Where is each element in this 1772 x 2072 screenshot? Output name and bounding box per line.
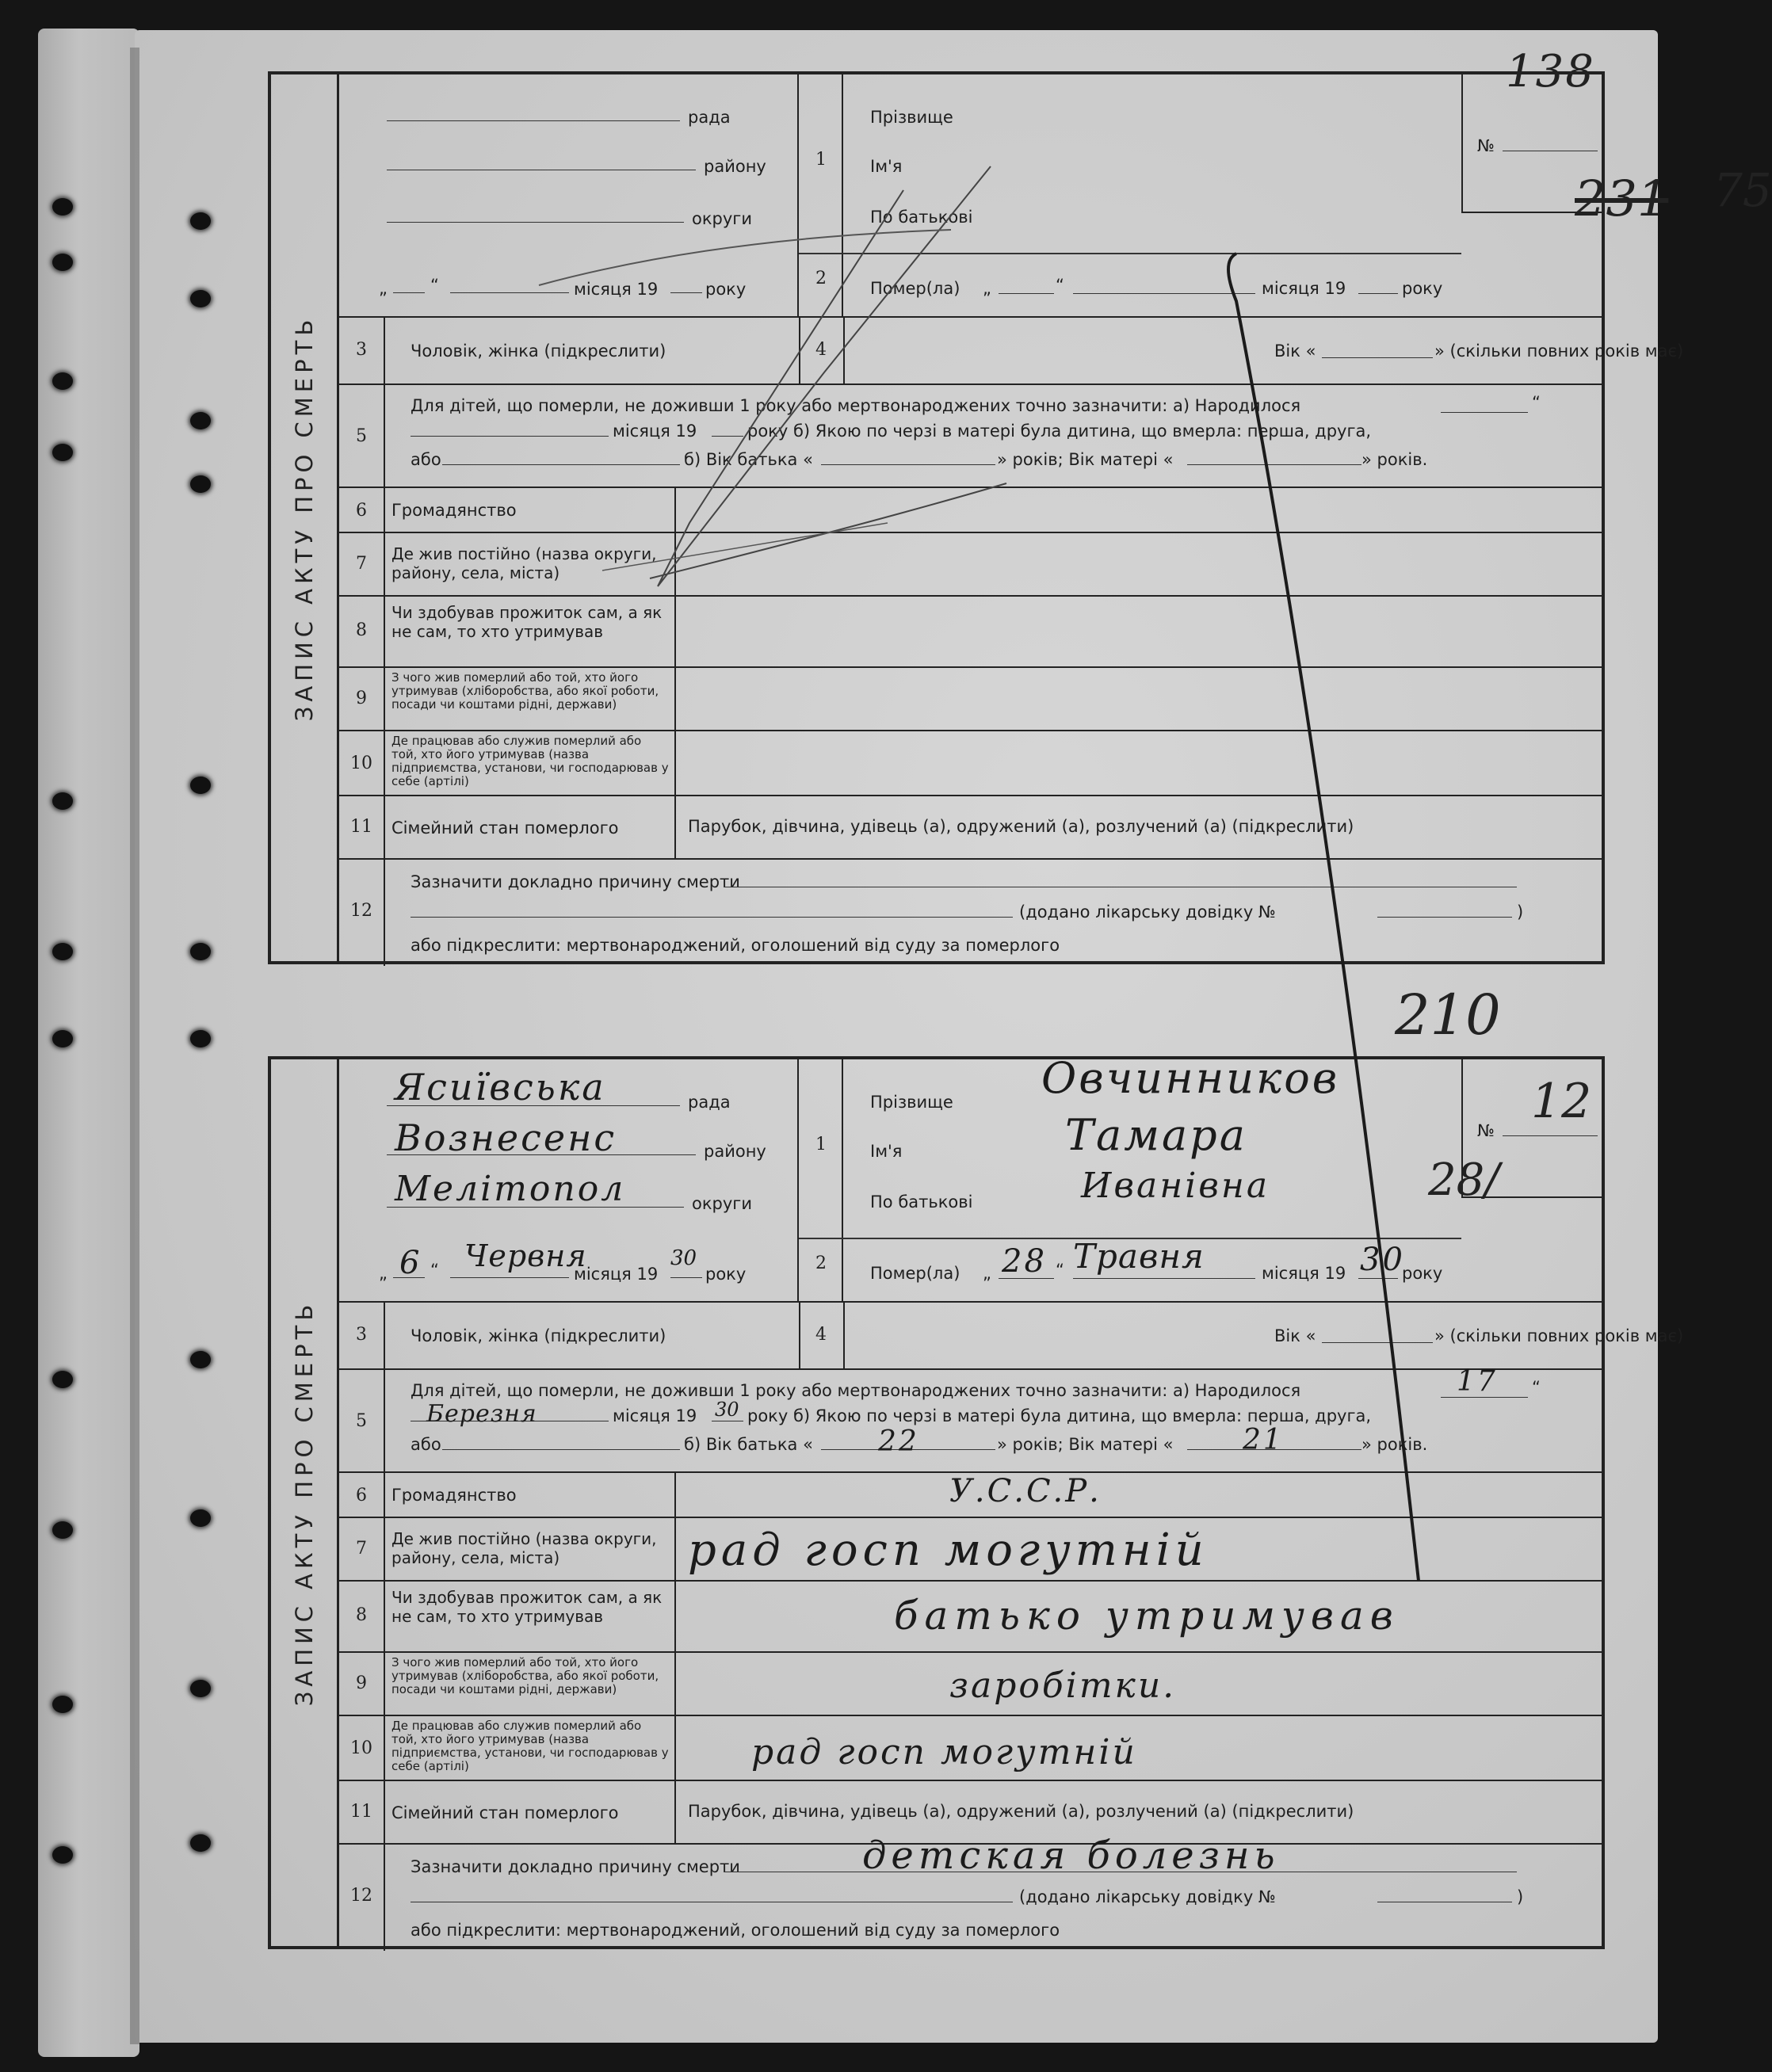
form-vertical-title: ЗАПИС АКТУ ПРО СМЕРТЬ <box>271 74 339 961</box>
row-citizenship: 6 Громадянство У.С.С.Р. <box>339 1471 1605 1517</box>
row-infant-details: 5 Для дітей, що померли, не доживши 1 року або мертвонароджених точно зазначити: а) Народилося “ місяця 19 року б) Якою по черзі в матері була дитина, що вмерла: перша, друга, або б) Вік батька « » років; Вік матері « » років. 17 Березня 30 22 21 <box>339 1368 1605 1471</box>
hw-cause: детская болезнь <box>862 1834 1280 1878</box>
hw-mother-age: 21 <box>1243 1424 1284 1456</box>
hw-livelihood: батько утримував <box>894 1593 1400 1639</box>
row-source: 9 З чого жив померлий або той, хто його утримував (хліборобства, або якої роботи, посади чи коштами рідні, держави) заробітки. <box>339 1651 1605 1715</box>
hw-father-age: 22 <box>878 1425 919 1458</box>
row-sex-age: 3 Чоловік, жінка (підкреслити) 4 Вік « » (скільки повних років має) <box>339 316 1605 383</box>
hw-reg-month: Червня <box>464 1238 587 1273</box>
record-number-alt: 28/ <box>1428 1154 1500 1206</box>
hw-surname: Овчинников <box>1041 1053 1340 1103</box>
page-number: 138 <box>1506 46 1595 97</box>
hw-citizenship: У.С.С.Р. <box>949 1473 1102 1509</box>
record-number: 12 <box>1531 1074 1592 1129</box>
deceased-name-block: Прізвище Ім'я По батькові Помер(ла) „ “ місяця 19 року Овчинников Тамара Иванівна 28 Травня 30 <box>843 1059 1461 1301</box>
row-work: 10 Де працював або служив померлий або той, хто його утримував (назва підприємства, установи, чи господарював у себе (артілі) рад госп могутній <box>339 1715 1605 1780</box>
row-marital: 11 Сімейний стан померлого Парубок, дівчина, удівець (а), одружений (а), розлучений (а) (підкреслити) <box>339 1780 1605 1843</box>
row-livelihood: 8 Чи здобував прожиток сам, а як не сам, то хто утримував <box>339 595 1605 666</box>
form-vertical-title: ЗАПИС АКТУ ПРО СМЕРТЬ <box>271 1059 339 1946</box>
row-work: 10 Де працював або служив померлий або той, хто його утримував (назва підприємства, установи, чи господарював у себе (артілі) <box>339 730 1605 795</box>
hw-rada: Ясиївська <box>395 1066 606 1109</box>
death-record-form-bottom: ЗАПИС АКТУ ПРО СМЕРТЬ рада району округи „ “ місяця 19 року Ясиївська Вознесенс Мелітопол 6 Червня 30 1 2 Прізвище Ім'я По батькові Помер(ла) „ “ місяця 19 року Овчинников Тамара Иванівна 28 Травня 30 № 12 28/ 3 Чоловік, жінка (підкреслити) 4 Вік « » (скільки повних років має) 5 Для дітей, що померли, не доживши 1 року або мертвонароджених точно зазначити: а) Народилося “ місяця 19 року б) Якою по черзі в матері була дитина, що вмерла: перша, друга, або б) Вік батька « » років; Вік матері « » років. 17 Березня 30 22 21 6 Громадянство У.С.С.Р. 7 Де жив постійно (назва округи, району, села, міста) рад госп могутній 8 Чи здобував прожиток сам, а як не сам, то хто утримував батько утримував 9 З чого жив померлий або той, хто його утримував (хліборобства, або якої роботи, посади чи коштами рідні, держави) заробітки. 10 Де працював або служив померлий або той, хто його утримував (назва підприємства, установи, чи господарював у себе (артілі) рад госп могутній 11 Сімейний стан померлого Парубок, дівчина, удівець (а), одружений (а), розлучений (а) (підкреслити) 12 Зазначити докладно причину смерти (додано лікарську довідку № ) або підкреслити: мертвонароджений, оголошений від суду за померлого детская болезнь <box>268 1056 1605 1949</box>
hw-residence: рад госп могутній <box>688 1524 1209 1576</box>
hw-death-month: Травня <box>1073 1237 1205 1276</box>
record-number: 75 <box>1713 163 1772 217</box>
registry-office-block: рада району округи „ “ місяця 19 року <box>339 74 799 316</box>
hw-death-year: 30 <box>1360 1242 1405 1278</box>
record-number-struck: 231 <box>1575 170 1669 227</box>
hw-born-day: 17 <box>1457 1365 1498 1398</box>
hw-raion: Вознесенс <box>395 1116 617 1159</box>
hw-work: рад госп могутній <box>751 1732 1137 1772</box>
row-citizenship: 6 Громадянство <box>339 487 1605 532</box>
row-sex-age: 3 Чоловік, жінка (підкреслити) 4 Вік « » (скільки повних років має) <box>339 1301 1605 1368</box>
hw-okruha: Мелітопол <box>395 1169 626 1209</box>
registry-office-block: рада району округи „ “ місяця 19 року Ясиївська Вознесенс Мелітопол 6 Червня 30 <box>339 1059 799 1301</box>
row-cause: 12 Зазначити докладно причину смерти (додано лікарську довідку № ) або підкреслити: мертвонароджений, оголошений від суду за померлого <box>339 858 1605 964</box>
hw-source: заробітки. <box>949 1666 1177 1706</box>
hw-born-month: Березня <box>426 1400 537 1428</box>
row-residence: 7 Де жив постійно (назва округи, району, села, міста) рад госп могутній <box>339 1517 1605 1580</box>
hw-death-day: 28 <box>1002 1243 1047 1280</box>
row-livelihood: 8 Чи здобував прожиток сам, а як не сам, то хто утримував батько утримував <box>339 1580 1605 1651</box>
hw-reg-year: 30 <box>670 1246 697 1270</box>
stamp-number: 210 <box>1395 983 1501 1047</box>
row-cause: 12 Зазначити докладно причину смерти (додано лікарську довідку № ) або підкреслити: мертвонароджений, оголошений від суду за померлого детская болезнь <box>339 1843 1605 1949</box>
row-source: 9 З чого жив померлий або той, хто його утримував (хліборобства, або якої роботи, посади чи коштами рідні, держави) <box>339 666 1605 730</box>
hw-born-year: 30 <box>715 1399 739 1421</box>
record-number-box: № <box>1461 74 1605 213</box>
hw-patronymic: Иванівна <box>1081 1166 1270 1206</box>
row-residence: 7 Де жив постійно (назва округи, району, села, міста) <box>339 532 1605 595</box>
hw-reg-day: 6 <box>399 1245 422 1281</box>
row-marital: 11 Сімейний стан померлого Парубок, дівчина, удівець (а), одружений (а), розлучений (а) (підкреслити) <box>339 795 1605 858</box>
deceased-name-block: Прізвище Ім'я По батькові Помер(ла) „ “ місяця 19 року <box>843 74 1461 316</box>
row-infant-details: 5 Для дітей, що померли, не доживши 1 року або мертвонароджених точно зазначити: а) Народилося “ місяця 19 року б) Якою по черзі в матері була дитина, що вмерла: перша, друга, або б) Вік батька « » років; Вік матері « » років. <box>339 383 1605 487</box>
death-record-form-top: ЗАПИС АКТУ ПРО СМЕРТЬ рада району округи „ “ місяця 19 року 1 2 Прізвище Ім'я По батькові Помер(ла) „ “ місяця 19 року № 231 75 3 Чоловік, жінка (підкреслити) 4 Вік « » (скільки повних років має) 5 Для дітей, що померли, не доживши 1 року або мертвонароджених точно зазначити: а) Народилося “ місяця 19 року б) Якою по черзі в матері була дитина, що вмерла: перша, друга, або б) Вік батька « » років; Вік матері « » років. 6 Громадянство 7 Де жив постійно (назва округи, району, села, міста) 8 Чи здобував прожиток сам, а як не сам, то хто утримував 9 З чого жив померлий або той, хто його утримував (хліборобства, або якої роботи, посади чи коштами рідні, держави) 10 Де працював або служив померлий або той, хто його утримував (назва підприємства, установи, чи господарював у себе (артілі) 11 Сімейний стан померлого Парубок, дівчина, удівець (а), одружений (а), розлучений (а) (підкреслити) 12 Зазначити докладно причину смерти (додано лікарську довідку № ) або підкреслити: мертвонароджений, оголошений від суду за померлого <box>268 71 1605 964</box>
record-number-box: № <box>1461 1059 1605 1198</box>
hw-name: Тамара <box>1065 1110 1247 1160</box>
